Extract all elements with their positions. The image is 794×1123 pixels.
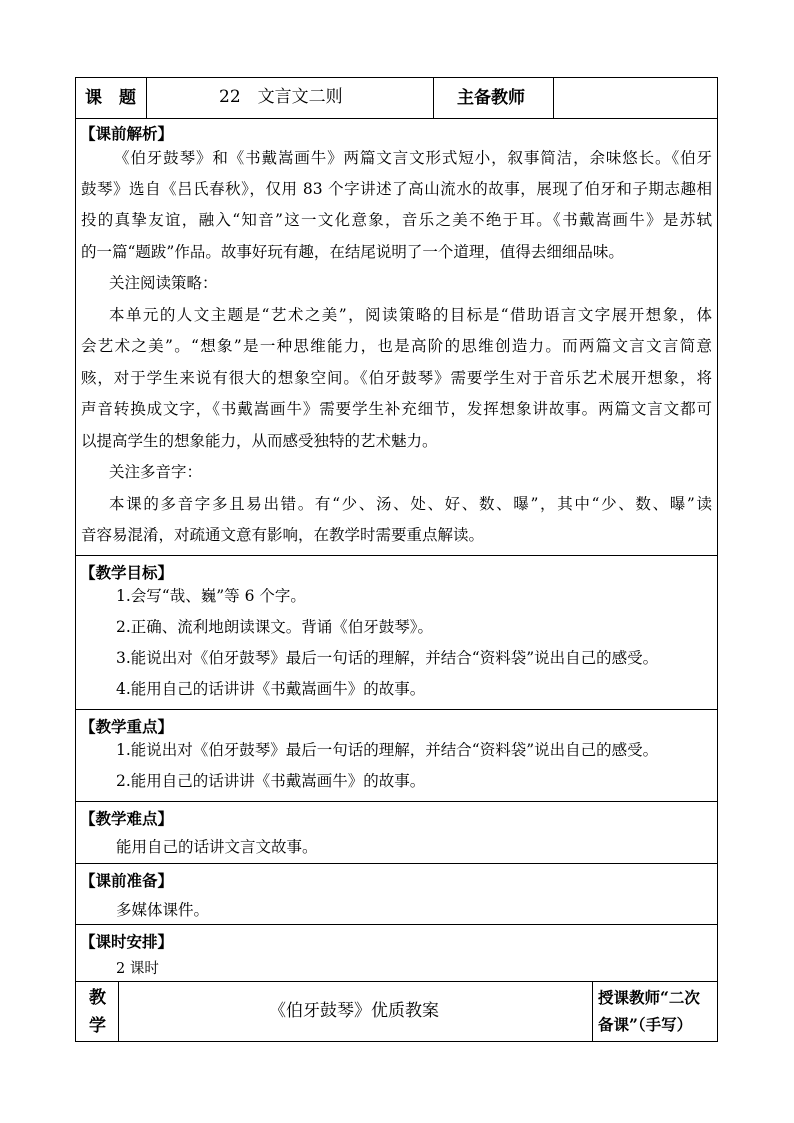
goal-item: 2.正确、流利地朗读课文。背诵《伯牙鼓琴》。 [116,618,434,636]
divider-prep-schedule [75,924,718,925]
difficulty-text: 能用自己的话讲文言文故事。 [116,838,318,856]
analysis-line: 赅，对于学生来说有很大的想象空间。《伯牙鼓琴》需要学生对于音乐艺术展开想象，将 [81,369,712,387]
lesson-title: 22 文言文二则 [219,87,343,107]
analysis-line: 音容易混淆，对疏通文意有影响，在教学时需要重点解读。 [81,526,485,544]
table-border-right [717,77,718,1042]
prep-heading: 【课前准备】 [80,871,174,890]
difficulty-heading: 【教学难点】 [80,809,174,828]
analysis-line: 本单元的人文主题是“艺术之美”，阅读策略的目标是“借助语言文字展开想象，体 [109,306,712,324]
header-col-divider-3 [553,77,554,119]
prep-text: 多媒体课件。 [116,901,210,919]
analysis-line: 《伯牙鼓琴》和《书戴嵩画牛》两篇文言文形式短小，叙事简洁，余味悠长。《伯牙 [114,149,712,167]
header-row-bottom [75,118,718,119]
table-border-left [75,77,76,1042]
focus-item: 2.能用自己的话讲讲《书戴嵩画牛》的故事。 [116,772,426,790]
polyphone-label: 关注多音字： [109,463,203,481]
analysis-line: 的一篇“题跋”作品。故事好玩有趣，在结尾说明了一个道理，值得去细细品味。 [81,243,624,261]
divider-schedule-footer [75,981,718,982]
footer-col-divider-2 [592,981,593,1042]
topic-label: 课 题 [85,88,136,108]
divider-focus-difficulty [75,801,718,802]
goal-item: 4.能用自己的话讲讲《书戴嵩画牛》的故事。 [116,680,426,698]
header-col-divider-2 [433,77,434,119]
footer-col1-bottom: 学 [89,1016,106,1036]
focus-item: 1.能说出对《伯牙鼓琴》最后一句话的理解，并结合“资料袋”说出自己的感受。 [116,741,659,759]
goal-item: 3.能说出对《伯牙鼓琴》最后一句话的理解，并结合“资料袋”说出自己的感受。 [116,649,659,667]
lead-teacher-label: 主备教师 [457,88,525,108]
analysis-line: 会艺术之美”。“想象”是一种思维能力，也是高阶的思维创造力。而两篇文言文言简意 [81,337,712,355]
analysis-line: 鼓琴》选自《吕氏春秋》，仅用 83 个字讲述了高山流水的故事，展现了伯牙和子期志趣相 [81,180,712,198]
header-col-divider-1 [146,77,147,119]
divider-analysis-goals [75,555,718,556]
analysis-line: 本课的多音字多且易出错。有“少、汤、处、好、数、曝”，其中“少、数、曝”读 [109,495,712,513]
analysis-line: 声音转换成文字，《书戴嵩画牛》需要学生补充细节，发挥想象讲故事。两篇文言文都可 [81,400,712,418]
divider-goals-focus [75,709,718,710]
goals-heading: 【教学目标】 [80,563,174,582]
footer-col1-top: 教 [89,988,106,1008]
footer-center-title: 《伯牙鼓琴》优质教案 [269,1001,439,1021]
analysis-line: 投的真挚友谊，融入“知音”这一文化意象，音乐之美不绝于耳。《书戴嵩画牛》是苏轼 [81,211,712,229]
analysis-heading: 【课前解析】 [80,124,174,143]
focus-heading: 【教学重点】 [80,717,174,736]
reading-strategy-label: 关注阅读策略： [109,274,218,292]
footer-right-bottom: 备课”（手写） [598,1015,693,1034]
footer-col-divider-1 [118,981,119,1042]
divider-difficulty-prep [75,863,718,864]
analysis-line: 以提高学生的想象能力，从而感受独特的艺术魅力。 [81,432,438,450]
table-border-top [75,77,718,78]
goal-item: 1.会写“哉、巍”等 6 个字。 [116,587,306,605]
footer-right-top: 授课教师“二次 [598,988,700,1007]
table-border-bottom [75,1041,718,1042]
schedule-heading: 【课时安排】 [80,932,174,951]
schedule-text: 2 课时 [116,961,159,977]
